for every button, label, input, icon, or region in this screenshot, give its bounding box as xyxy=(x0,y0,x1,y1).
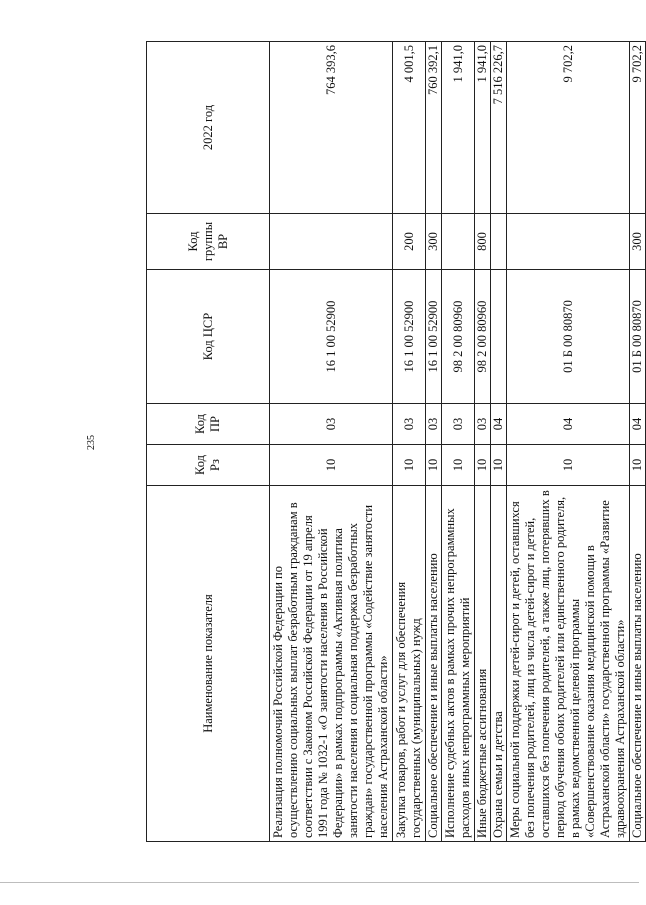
table-row xyxy=(393,42,426,842)
row-vr xyxy=(507,214,630,270)
row-csr: 16 1 00 52900 xyxy=(270,270,393,404)
row-rz: 10 xyxy=(475,445,491,486)
row-year-2022: 764 393,6 xyxy=(270,42,393,214)
row-year-2022: 9 702,2 xyxy=(630,42,646,214)
row-name: Социальное обеспечение и иные выплаты населению xyxy=(630,486,646,842)
row-name: Закупка товаров, работ и услуг для обеспечения государственных (муниципальных) нужд xyxy=(393,486,426,842)
header-vr: Код группы ВР xyxy=(147,214,270,270)
row-rz: 10 xyxy=(270,445,393,486)
budget-table xyxy=(146,41,646,842)
header-rz: Код Рз xyxy=(147,445,270,486)
row-rz: 10 xyxy=(630,445,646,486)
row-pr: 04 xyxy=(507,404,630,445)
table-row xyxy=(491,42,507,842)
row-rz: 10 xyxy=(442,445,475,486)
table-row xyxy=(475,42,491,842)
row-year-2022: 9 702,2 xyxy=(507,42,630,214)
row-vr: 300 xyxy=(630,214,646,270)
row-pr: 04 xyxy=(630,404,646,445)
row-vr: 300 xyxy=(426,214,442,270)
table-row xyxy=(442,42,475,842)
row-pr: 03 xyxy=(426,404,442,445)
row-vr xyxy=(270,214,393,270)
table-row xyxy=(630,42,646,842)
row-year-2022: 4 001,5 xyxy=(393,42,426,214)
row-csr: 98 2 00 80960 xyxy=(475,270,491,404)
row-pr: 03 xyxy=(442,404,475,445)
row-pr: 03 xyxy=(270,404,393,445)
row-rz: 10 xyxy=(491,445,507,486)
row-pr: 03 xyxy=(475,404,491,445)
row-csr: 01 Б 00 80870 xyxy=(630,270,646,404)
header-csr: Код ЦСР xyxy=(147,270,270,404)
table-row xyxy=(507,42,630,842)
row-csr: 16 1 00 52900 xyxy=(426,270,442,404)
header-year-2022: 2022 год xyxy=(147,42,270,214)
row-csr xyxy=(491,270,507,404)
row-rz: 10 xyxy=(393,445,426,486)
table-header-row xyxy=(147,42,270,842)
page-number: 235 xyxy=(86,435,97,450)
row-csr: 98 2 00 80960 xyxy=(442,270,475,404)
row-year-2022: 7 516 226,7 xyxy=(491,42,507,214)
row-name: Меры социальной поддержки детей-сирот и детей, оставшихся без попечения родителей, лиц из числа детей-сирот и детей, оставшихся без попечения родителей, а также лиц, потерявших в период обучения обоих родителей или единственного родителя, в рамках ведомственной целевой программы «Совершенствование оказания медицинской помощи в Астраханской области» государственной программы «Развитие здравоохранения Астраханской области» xyxy=(507,486,630,842)
row-vr: 200 xyxy=(393,214,426,270)
budget-table-container xyxy=(146,42,644,842)
row-name: Исполнение судебных актов в рамках прочих непрограммных расходов иных непрограммных мероприятий xyxy=(442,486,475,842)
row-csr: 01 Б 00 80870 xyxy=(507,270,630,404)
row-rz: 10 xyxy=(426,445,442,486)
row-pr: 03 xyxy=(393,404,426,445)
scan-bottom-edge xyxy=(0,882,639,883)
row-name: Иные бюджетные ассигнования xyxy=(475,486,491,842)
row-year-2022: 760 392,1 xyxy=(426,42,442,214)
table-row xyxy=(270,42,393,842)
row-name: Реализация полномочий Российской Федерации по осуществлению социальных выплат безработным гражданам в соответствии с Законом Российской Федерации от 19 апреля 1991 года № 1032-1 «О занятости населения в Российской Федерации» в рамках подпрограммы «Активная политика занятости населения и социальная поддержка безработных граждан» государственной программы «Содействие занятости населения Астраханской области» xyxy=(270,486,393,842)
row-csr: 16 1 00 52900 xyxy=(393,270,426,404)
row-vr: 800 xyxy=(475,214,491,270)
row-pr: 04 xyxy=(491,404,507,445)
row-vr xyxy=(442,214,475,270)
header-pr: Код ПР xyxy=(147,404,270,445)
row-year-2022: 1 941,0 xyxy=(442,42,475,214)
table-row xyxy=(426,42,442,842)
row-rz: 10 xyxy=(507,445,630,486)
header-name: Наименование показателя xyxy=(147,486,270,842)
row-name: Социальное обеспечение и иные выплаты населению xyxy=(426,486,442,842)
row-name: Охрана семьи и детства xyxy=(491,486,507,842)
row-year-2022: 1 941,0 xyxy=(475,42,491,214)
row-vr xyxy=(491,214,507,270)
